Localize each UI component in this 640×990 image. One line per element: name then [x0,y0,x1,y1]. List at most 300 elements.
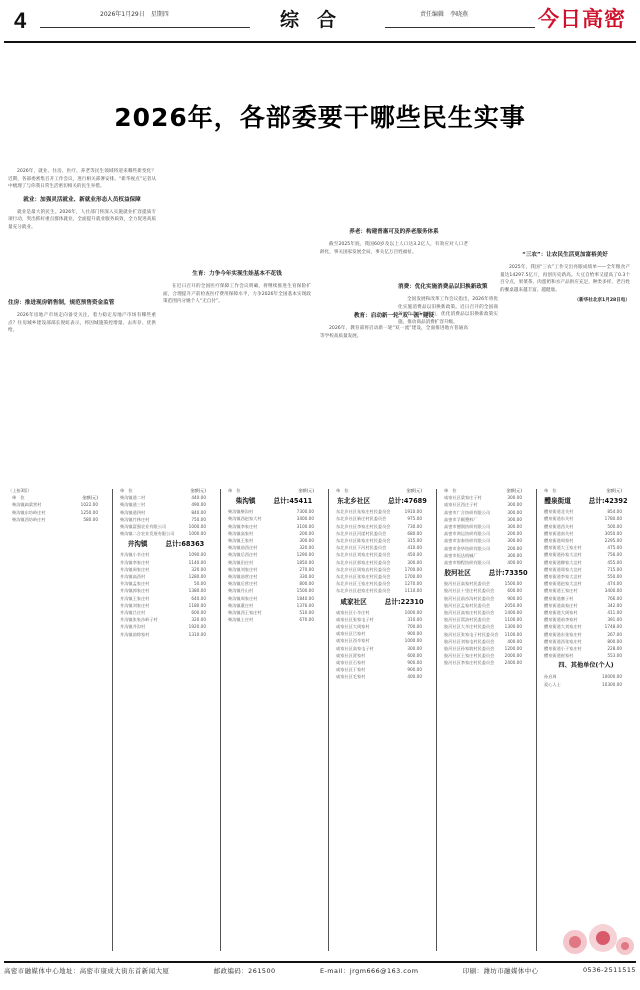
column-header-amount: 金额(元) [298,488,314,493]
donation-unit: 东北乡社区河崖村民委员会 [336,530,387,536]
group-total: 总计:22310 [384,597,424,606]
donation-amount: 270.00 [299,566,314,572]
donation-amount: 600.00 [407,652,422,658]
footer [4,966,636,975]
decorative-flowers-illustration [555,920,635,958]
donation-unit: 井沟镇小辛庄村 [120,552,150,558]
donation-unit: 高密市鸿运纺织有限公司 [444,531,491,537]
column-header-unit: 单 位 [228,488,241,493]
donation-amount: 320.00 [191,566,206,572]
donation-amount: 2050.00 [504,602,522,608]
donation-amount: 1400.00 [504,610,522,616]
donation-amount: 2295.00 [604,538,622,544]
donation-amount: 450.00 [407,552,422,558]
donation-amount: 900.00 [407,660,422,666]
donation-unit: 柴沟镇前西庄村 [228,545,258,551]
donation-unit: 醴泉街道大王家庄村 [544,545,582,551]
donation-unit: 东北乡社区陈家庄村民委员会 [336,538,391,544]
donation-amount: 1100.00 [504,617,522,623]
column-header-unit: 单 位 [12,495,25,501]
donation-row [438,616,534,623]
donation-row [438,659,534,666]
donation-amount: 1090.00 [188,552,206,558]
donation-amount: 300.00 [507,538,522,544]
donation-unit: 柴沟镇李家庄村 [228,523,258,529]
donation-row [538,580,634,587]
donation-amount: 391.00 [607,617,622,623]
donation-row [114,494,218,501]
group-name: 胶河社区 [444,569,471,578]
donation-unit: 醴泉街道王家庄村 [544,588,578,594]
donation-amount: 854.00 [607,509,622,515]
donation-row [438,631,534,638]
donation-unit: 醴泉街道东关村 [544,516,574,522]
donation-unit: 柴沟镇前营庄村 [228,574,258,580]
donation-row [114,616,218,623]
donation-row [114,580,218,587]
donation-amount: 1700.00 [404,566,422,572]
section-text-rural: 2025年，我国“三农”工作交出亮眼成绩单——全年粮食产量达14297.5亿斤，再创历史新高。大豆自给率又提高了0.3个百分点，果菜茶、肉蛋奶和水产品供应充足，种类多样，老百姓的餐桌越来越丰富、越健康。 [500,265,630,293]
donation-row [114,523,218,530]
group-total: 总计:47689 [388,497,427,506]
donation-unit: 柴沟镇后西庄村 [228,552,258,558]
donation-row [6,509,110,516]
donation-unit: 醴泉街道高家庄村 [544,602,578,608]
donation-row [330,508,434,515]
group-total: 总计:45411 [273,497,313,506]
donation-unit: 醴泉街道小于家庄村 [544,646,582,652]
donation-row [438,623,534,630]
donation-amount: 1000.00 [404,609,422,615]
donation-column-2 [114,487,218,957]
donation-amount: 1000.00 [188,531,206,537]
donation-column-4 [330,487,434,957]
donation-amount: 7300.00 [296,509,314,515]
donation-unit: 咸家社区西辛家村 [336,638,370,644]
donation-amount: 200.00 [507,545,522,551]
section-heading-elderly: 养老：构建普惠可及的养老服务体系 [349,229,439,235]
donation-amount: 330.00 [299,574,314,580]
donation-row [6,501,110,508]
donation-unit: 柴沟镇周家庄村 [228,595,258,601]
donation-unit: 柴沟镇王家村 [228,538,254,544]
donation-amount: 3050.00 [604,530,622,536]
article-column-5 [500,246,630,305]
column-header [222,487,326,494]
masthead-rule-right [385,27,535,28]
group-name: 醴泉街道 [544,497,571,506]
donation-row [222,580,326,587]
donation-amount: 1500.00 [504,581,522,587]
donation-amount: 300.00 [299,538,314,544]
donation-row [222,537,326,544]
donation-row [438,501,534,508]
donation-row [222,544,326,551]
donation-unit: 醴泉街道东张家庄村 [544,631,582,637]
donation-unit: 柴沟镇西赵家大村 [228,516,262,522]
donation-amount: 475.00 [607,545,622,551]
donation-row [330,530,434,537]
footer-phone: 0536-2511515 [582,966,636,974]
donation-unit: 井沟镇李家庄村 [120,559,150,565]
donation-amount: 670.00 [299,617,314,623]
footer-divider [4,961,636,963]
donation-row [538,559,634,566]
group-name: 咸家社区 [340,597,367,606]
donation-row [438,509,534,516]
donation-amount: 1780.00 [604,516,622,522]
donation-unit: 井沟镇张家沙岭子村 [120,617,158,623]
column-header-unit: 单 位 [444,488,457,493]
donation-amount: 1140.00 [188,559,206,565]
donation-unit: 东北乡社区赵家庄村民委员会 [336,588,391,594]
donation-amount: 750.00 [191,516,206,522]
donation-row [330,551,434,558]
donation-row [114,587,218,594]
section-heading-housing: 住房：推进现房销售制，规范预售资金监管 [8,300,115,307]
donation-amount: 1850.00 [296,559,314,565]
donation-row [330,630,434,637]
donation-unit: 柴沟镇董庄村 [228,602,254,608]
donation-amount: 1748.00 [604,624,622,630]
donation-unit: 醴泉街道大周家村 [544,610,578,616]
donation-row [222,515,326,522]
donation-unit: 孙启周 [544,674,557,680]
donation-amount: 1700.00 [404,574,422,580]
column-header-unit: 单 位 [120,488,133,493]
donation-row [438,587,534,594]
donation-list [6,487,634,957]
donation-unit: 高密市恒达机械厂 [444,552,478,558]
donation-amount: 400.00 [407,674,422,680]
donation-amount: 320.00 [299,545,314,551]
donation-row [330,515,434,522]
donation-amount: 975.00 [407,516,422,522]
donation-row [114,573,218,580]
donation-unit: 东北乡社区周家店村民委员会 [336,566,391,572]
donation-amount: 300.00 [407,559,422,565]
donation-amount: 500.00 [607,523,622,529]
donation-unit: 柴沟镇道二村 [120,495,146,501]
donation-amount: 800.00 [607,638,622,644]
donation-row [438,595,534,602]
donation-unit: 井沟镇前徐家村 [120,631,150,637]
donation-row [538,523,634,530]
donation-unit: 胶河社区高家村民委员会 [444,581,491,587]
donation-amount: 3400.00 [604,588,622,594]
masthead-divider [4,41,636,43]
donation-unit: 高密市金华纺织有限公司 [444,545,491,551]
donation-amount: 715.00 [607,566,622,572]
donation-unit: 东北乡社区李家庄村民委员会 [336,523,391,529]
donation-row [330,637,434,644]
donation-unit: 高密市德润纺织有限公司 [444,524,491,530]
donation-unit: 井沟镇井沟村 [120,624,146,630]
donation-amount: 510.00 [299,610,314,616]
donation-unit: 高密市安泰纺织有限公司 [444,538,491,544]
donation-amount: 1840.00 [296,595,314,601]
donation-unit: 胶河社区刘家屯村民委员会 [444,638,495,644]
donation-amount: 1300.00 [504,624,522,630]
donation-row [330,559,434,566]
donation-amount: 300.00 [407,645,422,651]
donation-row [438,516,534,523]
donation-amount: 228.00 [607,646,622,652]
donation-unit: 咸家社区张家屯子村 [336,616,374,622]
donation-unit: 咸家社区毛家村 [336,674,366,680]
donation-unit: 胶河社区高家庄村民委员会 [444,610,495,616]
donation-unit: 醴泉街道赵家大洼村 [544,581,582,587]
masthead-rule-left [40,27,250,28]
donation-unit: 井沟镇高西村 [120,574,146,580]
donation-unit: 醴泉街道孙家大洼村 [544,552,582,558]
donation-row [114,631,218,638]
donation-unit: 咸家社区大周家村 [336,624,370,630]
donation-row [222,573,326,580]
donation-unit: 柴沟镇道四村 [120,509,146,515]
donation-amount: 1500.00 [296,588,314,594]
donation-unit: 井沟镇郭家庄村 [120,588,150,594]
donation-row [538,587,634,594]
donation-row [222,523,326,530]
donation-unit: 醴泉街道前李家村 [544,617,578,623]
donation-unit: 胶河社区王家庄村民委员会 [444,653,495,659]
column-header [438,487,534,494]
section-text-employment: 就业是最大的民生。2026年，人社部门将深入实施就业扩容提质专项行动，突出抓好重点群体就业，全面提升就业服务质效，全力促进高质量充分就业。 [8,209,156,230]
donation-amount: 267.00 [607,631,622,637]
donation-amount: 320.00 [191,617,206,623]
donation-unit: 胶河社区大辛庄村民委员会 [444,624,495,630]
donation-amount: 900.00 [407,631,422,637]
footer-email: E-mail：jrgm666@163.com [319,967,419,975]
donation-amount: 3400.00 [296,516,314,522]
donation-amount: 2000.00 [504,653,522,659]
donation-unit: 柴沟镇后营庄村 [228,581,258,587]
donation-amount: 1180.00 [188,602,206,608]
donation-unit: 胶河社区孙家坡村民委员会 [444,646,495,652]
donation-unit: 柴沟镇西王家庄村 [228,610,262,616]
donation-unit: 井沟镇王家庄村 [120,595,150,601]
footer-postcode: 邮政编码：261500 [213,967,276,975]
donation-row [222,595,326,602]
section-heading-birth: 生育：力争今年实现生娃基本不花钱 [192,271,282,277]
donation-unit: 柴沟镇柴沟村 [228,509,254,515]
donation-unit: 爱心人士 [544,681,561,687]
group-total: 总计:73350 [488,569,528,578]
group-total-heading [222,494,326,508]
donation-unit: 高密市广合纺织有限公司 [444,509,491,515]
masthead [0,0,640,44]
column-divider [328,489,329,951]
column-header [330,487,434,494]
group-total: 总计:42392 [588,497,628,506]
newspaper-logo: 今日高密 [538,6,626,31]
donation-amount: 411.00 [607,610,622,616]
section-heading-consumption: 消费：优化实施消费品以旧换新政策 [398,284,488,290]
donation-row [114,551,218,558]
group-total-heading [438,566,534,580]
donation-unit: 井沟镇吕庄村 [120,610,146,616]
donation-amount: 315.00 [407,538,422,544]
column-header-amount: 金额(元) [406,488,422,493]
donation-amount: 550.00 [607,574,622,580]
column-header [538,487,634,494]
section-text-housing: 2026年房地产市场走向备受关注，着力稳定房地产市场有哪些重点？住房城乡建设部部长倪虹表示，将因城施策控增量、去库存、优供给。 [8,313,156,334]
donation-row [114,559,218,566]
donation-unit: 柴沟镇扁梁营村 [12,502,42,508]
donation-amount: 1920.00 [188,624,206,630]
donation-row [114,501,218,508]
donation-row [538,609,634,616]
donation-row [114,595,218,602]
issue-date: 2026年1月29日 星期四 [100,11,169,18]
donation-row [538,623,634,630]
donation-row [438,638,534,645]
page-number: 4 [14,8,27,33]
article-column-2 [163,168,311,306]
donation-row [330,580,434,587]
donation-row [222,587,326,594]
donation-row [538,544,634,551]
donation-row [330,566,434,573]
donation-row [438,530,534,537]
donation-amount: 474.00 [607,581,622,587]
donation-unit: 醴泉街道李家大洼村 [544,574,582,580]
donation-row [330,537,434,544]
donation-amount: 50.00 [194,581,206,587]
donation-row [114,516,218,523]
donation-unit: 柴沟镇二合农业发展有限公司 [120,531,175,537]
donation-unit: 井沟镇刘家庄村 [120,602,150,608]
donation-row [538,645,634,652]
donation-amount: 553.00 [607,653,622,659]
donation-row [330,673,434,680]
donation-row [330,645,434,652]
donation-unit: 醴泉街道周家村 [544,538,574,544]
column-divider [112,489,113,951]
donation-row [222,559,326,566]
donation-column-5 [438,487,534,957]
donation-row [538,638,634,645]
article-intro: 2026年，就业、住房、医疗、养老等民生领域将迎来哪些新变化？近期，各部委密集召开工作会议，进行相关部署安排。“新华视点”记者从中梳理了与你我日常生活密切相关的民生举措。 [8,169,156,190]
donation-row [438,545,534,552]
donation-unit: 胶河社区十里庄村民委员会 [444,588,495,594]
donation-unit: 柴沟镇高家村 [228,530,254,536]
section-heading-employment: 就业：加强灵活就业、新就业形态人员权益保障 [23,196,141,203]
donation-unit: 柴沟镇东坊岭庄村 [12,509,46,515]
donation-row [438,652,534,659]
donation-amount: 310.00 [407,616,422,622]
donation-amount: 300.00 [507,509,522,515]
donation-amount: 580.00 [83,516,98,522]
donation-row [538,631,634,638]
donation-column-1 [6,487,110,957]
section-heading-education: 教育：启动新一轮“双一流”建设 [353,313,435,320]
donation-row [538,673,634,680]
other-units-heading: 四、其他单位(个人) [558,662,614,670]
section-text-elderly: 截至2025年底，我国60岁及以上人口达3.2亿人，有效应对人口老龄化，事关国家发展全局，事关亿万百姓福祉。 [320,242,468,255]
donation-amount: 1000.00 [188,524,206,530]
donation-unit: 醴泉街道寨子村 [544,595,574,601]
donation-amount: 1200.00 [504,646,522,652]
donation-row [330,609,434,616]
donation-unit: 醴泉街道郑家大洼村 [544,566,582,572]
donation-amount: 300.00 [507,516,522,522]
donation-amount: 410.00 [407,545,422,551]
donation-row [330,659,434,666]
donation-row [438,580,534,587]
donation-row [114,530,218,537]
filler-text [8,232,156,240]
headline: 2026年，各部委要干哪些民生实事 [114,103,526,132]
donation-row [222,602,326,609]
donation-unit: 咸家社区吕家村 [336,631,366,637]
donation-row [438,645,534,652]
donation-unit: 井沟镇孟家庄村 [120,581,150,587]
continued-label: （上接3版） [8,488,32,493]
donation-amount: 1280.00 [188,574,206,580]
column-header-amount: 金额(元) [506,488,522,493]
donation-row [538,595,634,602]
group-name: 东北乡社区 [337,497,371,506]
column-divider [436,489,437,951]
donation-unit: 胶河社区窝洛村民委员会 [444,617,491,623]
column-divider [536,489,537,951]
donation-row [330,587,434,594]
donation-unit: 胶河社区前沙沟村民委员会 [444,595,495,601]
footer-printer: 印刷：潍坊市融媒体中心 [462,967,539,975]
donation-unit: 柴沟镇土庄村 [228,617,254,623]
donation-amount: 3100.00 [296,523,314,529]
donation-row [330,652,434,659]
donation-amount: 1100.00 [504,631,522,637]
donation-unit: 东北乡社区下河村民委员会 [336,545,387,551]
donation-row [330,623,434,630]
donation-amount: 640.00 [191,595,206,601]
group-total-heading [330,494,434,508]
footer-address: 高密市融媒体中心地址：高密市康成大街东首新闻大厦 [4,967,170,975]
donation-row [330,666,434,673]
donation-row [114,566,218,573]
donation-row [114,509,218,516]
donation-amount: 1110.00 [404,588,422,594]
donation-row [538,681,634,688]
donation-row [538,515,634,522]
donation-row [222,530,326,537]
article-byline: （新华社北京1月28日电） [574,298,630,304]
donation-unit: 东北乡社区朱家庄村民委员会 [336,509,391,515]
donation-row [438,494,534,501]
donation-amount: 490.00 [191,502,206,508]
donation-row [538,602,634,609]
donation-row [538,566,634,573]
donation-unit: 东北乡社区王家庄村民委员会 [336,581,391,587]
donation-unit: 柴沟镇田庄村 [228,559,254,565]
donation-amount: 1376.00 [296,602,314,608]
donation-amount: 1250.00 [80,509,98,515]
donation-amount: 342.00 [607,602,622,608]
donation-amount: 300.00 [507,524,522,530]
donation-unit: 胶河社区李家庄村民委员会 [444,660,495,666]
donation-unit: 咸家社区贾家村 [336,652,366,658]
donation-row [438,609,534,616]
donation-amount: 455.00 [607,559,622,565]
donation-row [222,566,326,573]
donation-amount: 1310.00 [188,631,206,637]
editor-credit: 责任编辑 李晓燕 [420,11,469,18]
donation-unit: 高密市锦程纺织有限公司 [444,560,491,566]
donation-row [538,573,634,580]
